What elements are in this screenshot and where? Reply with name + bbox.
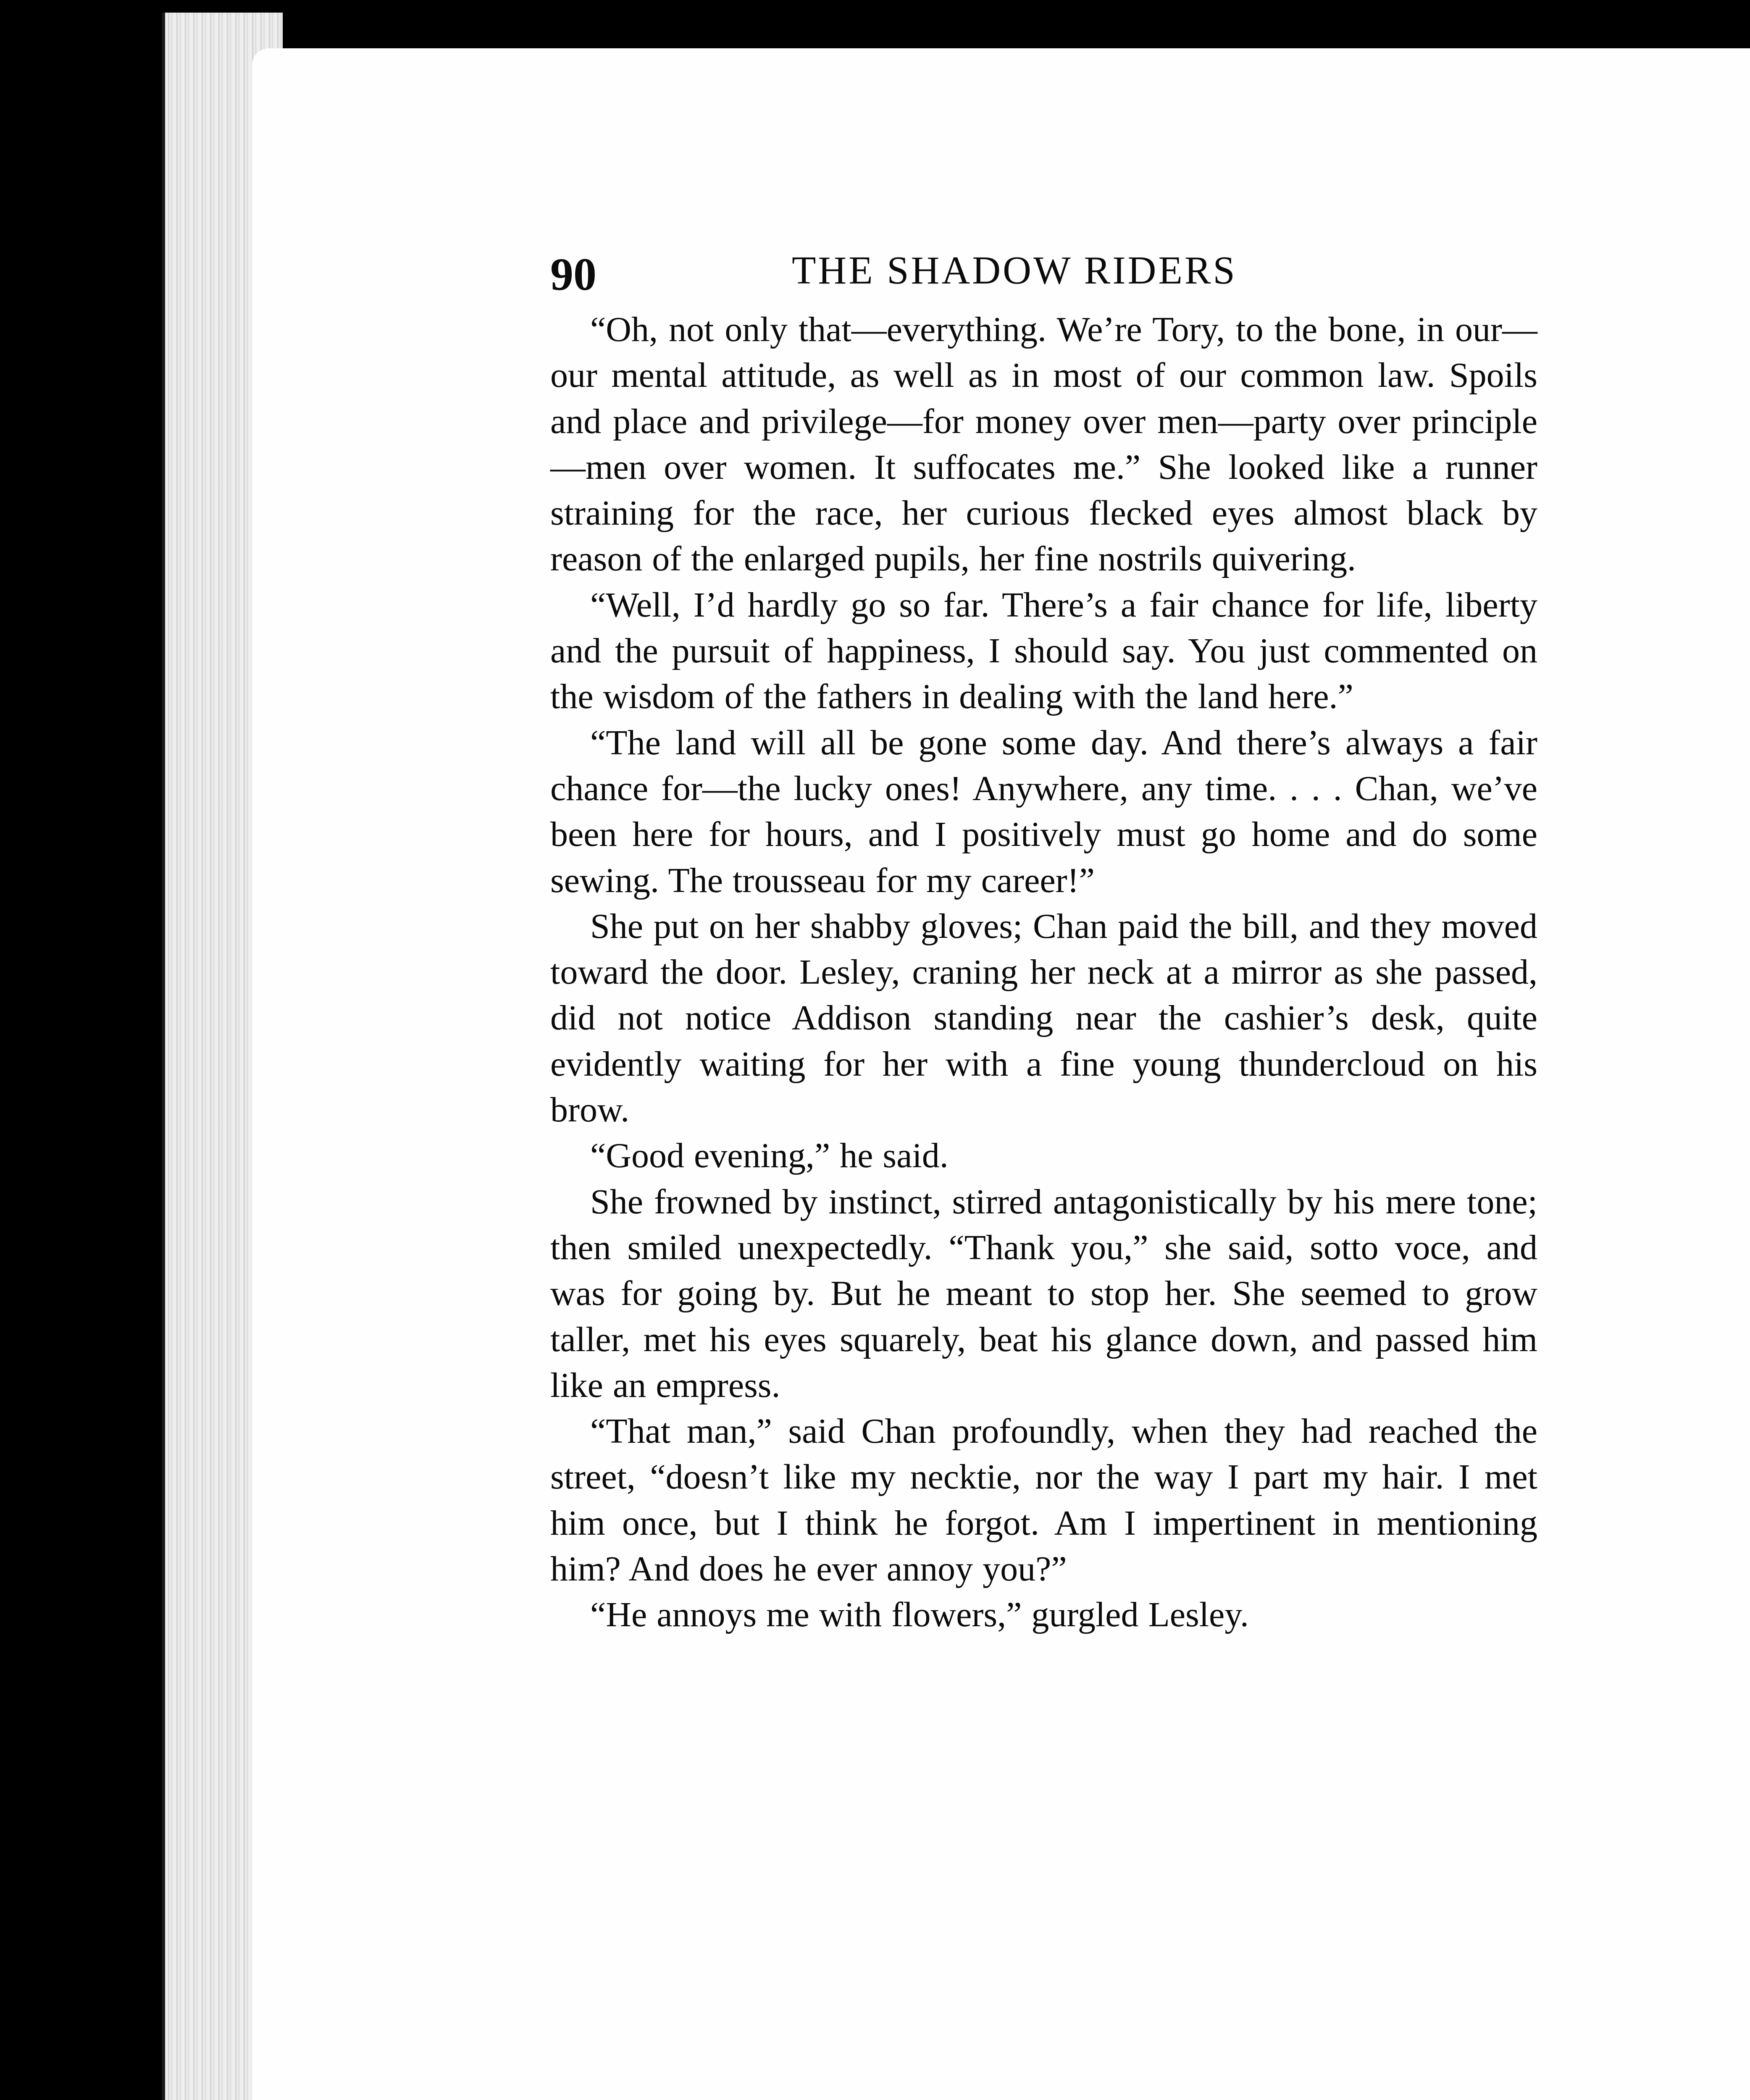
paragraph: “The land will all be gone some day. And there’s always a fair chance for—the lucky ones! Anywhere, any time. . . . Chan, we’ve been here for hours, and I positively must go home and do some sewing. The trousseau for my career!” (550, 723, 1537, 900)
paragraph: “That man,” said Chan profoundly, when they had reached the street, “doesn’t like my necktie, nor the way I part my hair. I met him once, but I think he forgot. Am I impertinent in mentioning him? And does he ever annoy you?” (550, 1412, 1537, 1589)
paragraph: “He annoys me with flowers,” gurgled Lesley. (590, 1595, 1249, 1635)
paragraph: She frowned by instinct, stirred antagonistically by his mere tone; then smiled unexpectedly. “Thank you,” she said, sotto voce, and was for going by. But he meant to stop her. She seemed to grow taller, met his eyes squarely, beat his glance down, and passed him like an empress. (550, 1182, 1537, 1405)
running-title: THE SHADOW RIDERS (792, 249, 1237, 292)
paragraph: “Good evening,” he said. (590, 1136, 949, 1176)
running-head (550, 248, 1537, 307)
page-number: 90 (550, 249, 596, 300)
paragraph: “Well, I’d hardly go so far. There’s a fair chance for life, liberty and the pursuit of happiness, I should say. You just commented on the wisdom of the fathers in dealing with the land here.” (550, 585, 1537, 717)
paragraph: She put on her shabby gloves; Chan paid the bill, and they moved toward the door. Lesley, craning her neck at a mirror as she passed, did not notice Addison standing near the cashier’s desk, quite evidently waiting for her with a fine young thundercloud on his brow. (550, 906, 1537, 1130)
paragraph: “Oh, not only that—everything. We’re Tory, to the bone, in our—our mental attitude, as well as in most of our common law. Spoils and place and privilege—for money over men—party over principle—men over women. It suffocates me.” She looked like a runner straining for the race, her curious flecked eyes almost black by reason of the enlarged pupils, her fine nostrils quivering. (550, 310, 1537, 579)
page-text (550, 248, 1537, 1638)
